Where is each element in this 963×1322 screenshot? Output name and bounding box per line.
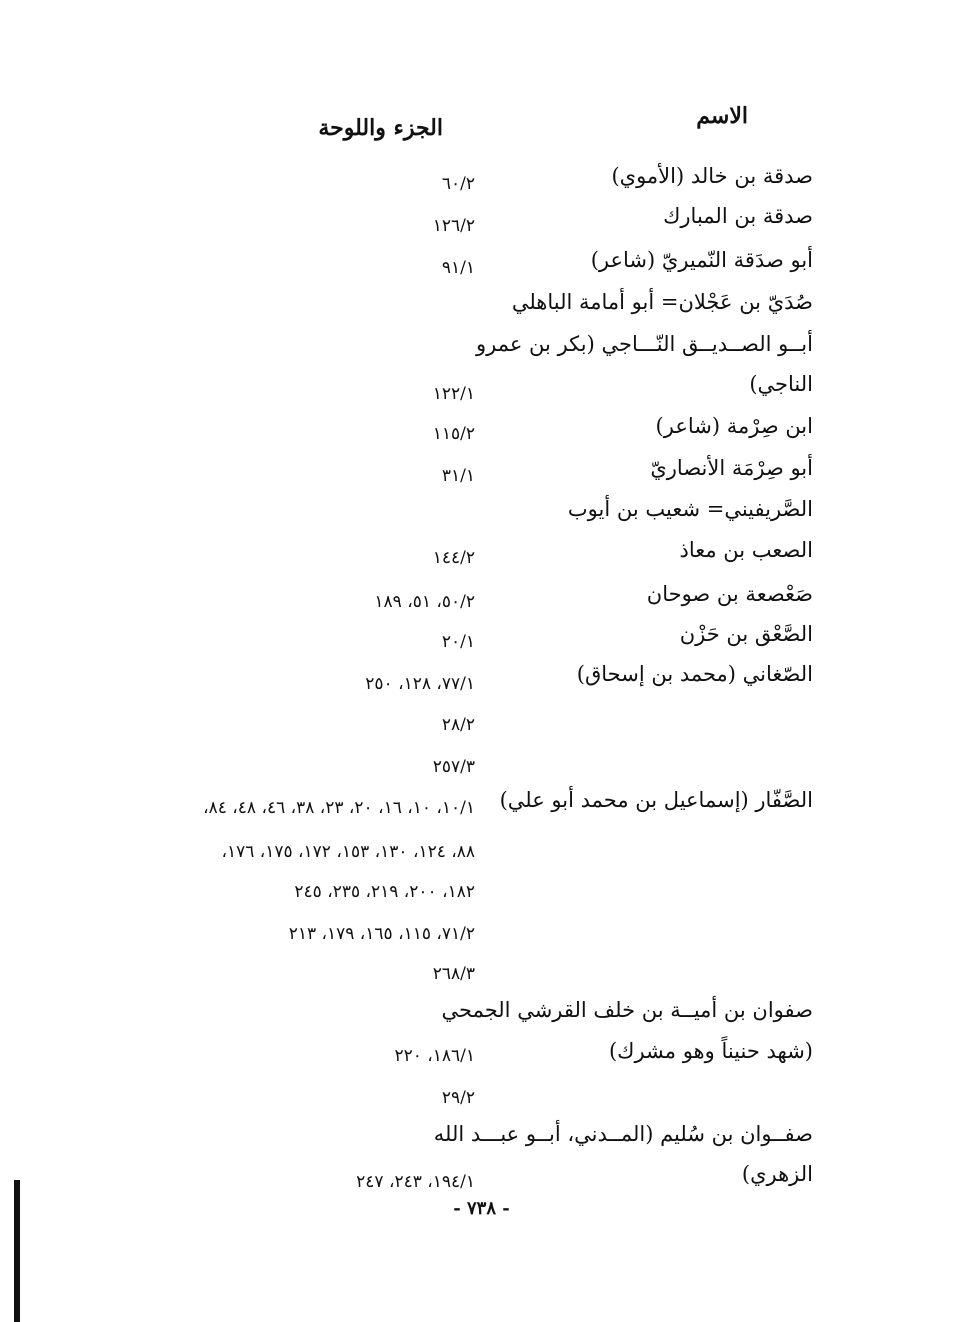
entry-ref: ١٩٤/١، ٢٤٣، ٢٤٧ — [356, 1172, 475, 1192]
entry-name: (شهد حنيناً وهو مشرك) — [608, 1039, 813, 1063]
entry-name: الصعب بن معاذ — [679, 538, 813, 562]
entry-ref: ١١٥/٢ — [432, 424, 475, 444]
entry-ref: ٢٦٨/٣ — [432, 964, 475, 984]
entry-name: صَعْصعة بن صوحان — [646, 582, 813, 606]
entry-name: صدقة بن خالد (الأموي) — [611, 164, 813, 188]
entry-name: الزهري) — [741, 1162, 813, 1186]
entry-ref: ٢٠/١ — [441, 632, 475, 652]
entry-name: أبو صدَقة النّميريّ (شاعر) — [590, 248, 813, 272]
entry-ref: ١٠/١، ١٠، ١٦، ٢٠، ٢٣، ٣٨، ٤٦، ٤٨، ٨٤، — [203, 798, 475, 818]
entry-name: صُدَيّ بن عَجْلان= أبو أمامة الباهلي — [511, 290, 813, 314]
entry-ref: ٥٠/٢، ٥١، ١٨٩ — [374, 592, 475, 612]
entry-ref: ٨٨، ١٢٤، ١٣٠، ١٥٣، ١٧٢، ١٧٥، ١٧٦، — [221, 842, 475, 862]
entry-name: صفوان بن أميــة بن خلف القرشي الجمحي — [441, 998, 813, 1022]
entry-ref: ١٨٢، ٢٠٠، ٢١٩، ٢٣٥، ٢٤٥ — [294, 882, 475, 902]
entry-name: الناجي) — [749, 372, 813, 396]
entry-ref: ١٨٦/١، ٢٢٠ — [394, 1046, 475, 1066]
page-number: - ٧٣٨ - — [453, 1198, 510, 1219]
entry-ref: ٣١/١ — [441, 466, 475, 486]
column-header-name: الاسم — [696, 103, 748, 129]
column-header-volume-plate: الجزء واللوحة — [318, 115, 443, 141]
entry-name: الصَّفّار (إسماعيل بن محمد أبو علي) — [499, 788, 813, 812]
entry-ref: ٩١/١ — [441, 258, 475, 278]
entry-ref: ١٢٦/٢ — [432, 216, 475, 236]
entry-name: ابن صِرْمة (شاعر) — [655, 414, 813, 438]
entry-name: الصَّعْق بن حَزْن — [679, 622, 813, 646]
entry-name: الصَّريفيني= شعيب بن أيوب — [567, 497, 813, 521]
entry-name: صدقة بن المبارك — [663, 204, 813, 228]
entry-name: أبو صِرْمَة الأنصاريّ — [650, 456, 813, 480]
entry-name: أبــو الصــديــق النّـــاجي (بكر بن عمرو — [475, 332, 813, 356]
entry-ref: ١٢٢/١ — [432, 384, 475, 404]
entry-name: الصّغاني (محمد بن إسحاق) — [576, 662, 813, 686]
entry-ref: ٧١/٢، ١١٥، ١٦٥، ١٧٩، ٢١٣ — [288, 924, 475, 944]
entry-ref: ١٤٤/٢ — [432, 548, 475, 568]
entry-ref: ٢٨/٢ — [441, 715, 475, 735]
entry-ref: ٧٧/١، ١٢٨، ٢٥٠ — [365, 674, 475, 694]
entry-ref: ٦٠/٢ — [441, 174, 475, 194]
entry-name: صفــوان بن سُليم (المــدني، أبــو عبـــد الله — [433, 1122, 813, 1146]
entry-ref: ٢٥٧/٣ — [432, 757, 475, 777]
entry-ref: ٢٩/٢ — [441, 1088, 475, 1108]
